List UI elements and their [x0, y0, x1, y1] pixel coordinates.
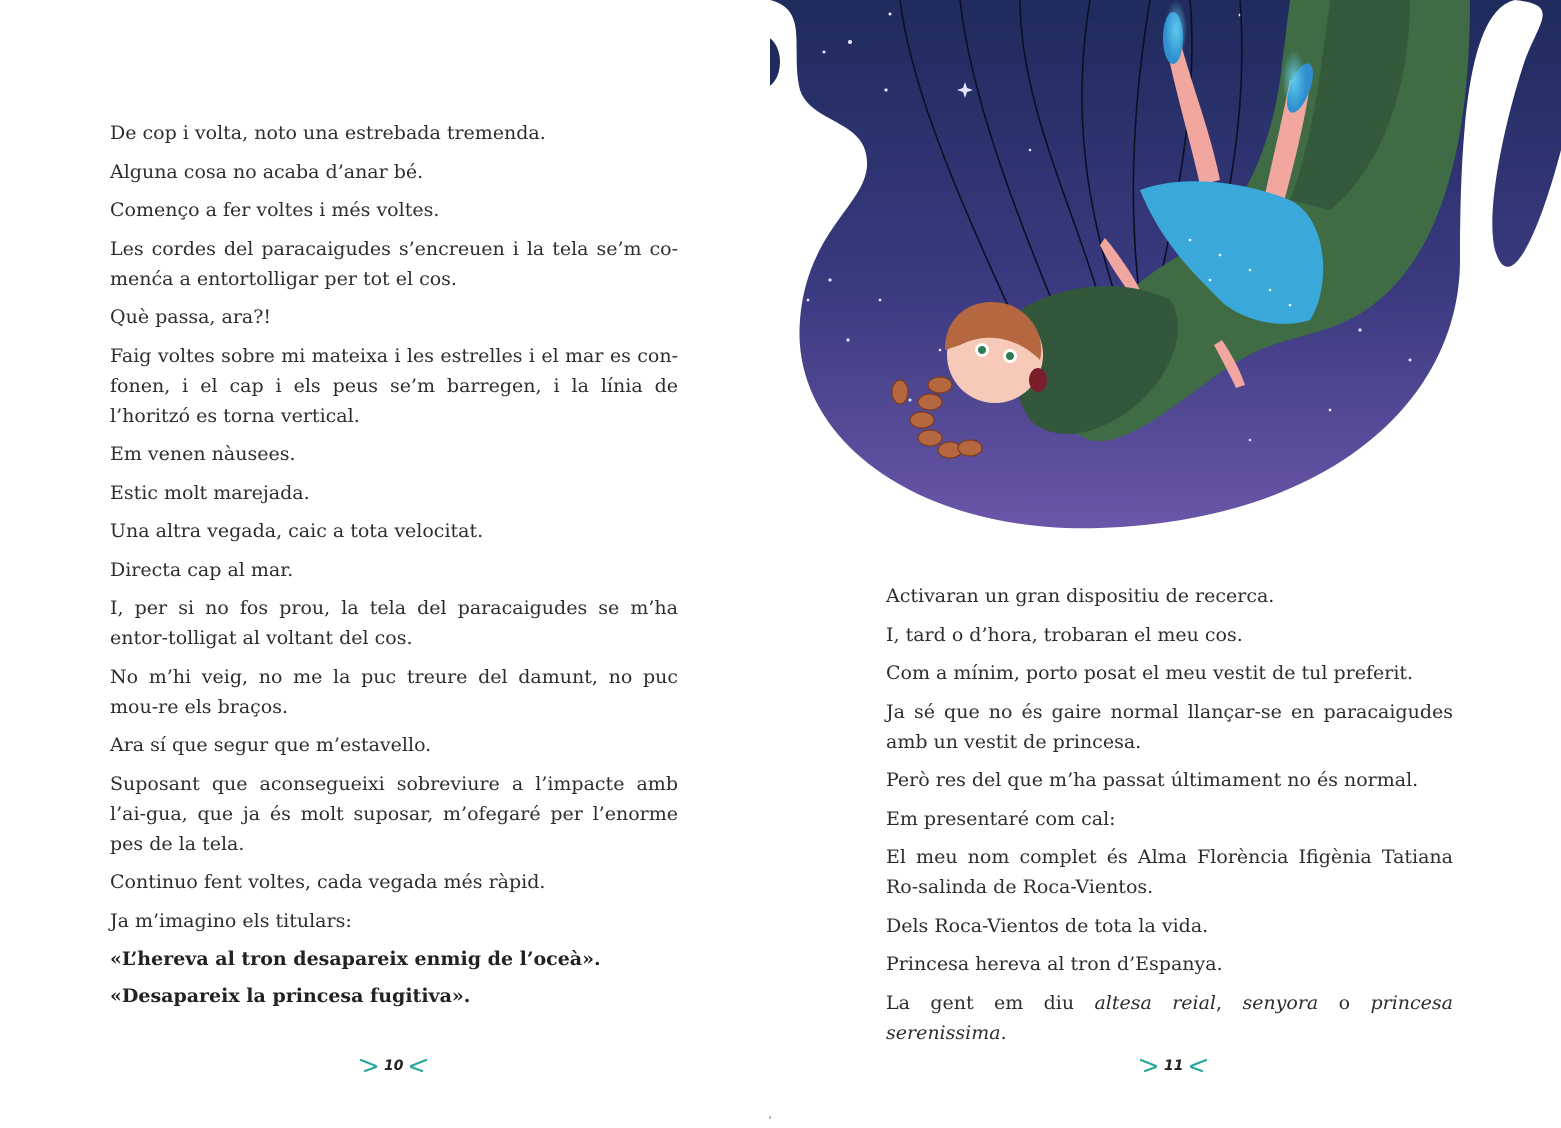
text-run: La gent em diu [886, 991, 1095, 1014]
paragraph: No m’hi veig, no me la puc treure del damunt, no puc mou-re els braços. [110, 665, 678, 718]
paragraph: Activaran un gran dispositiu de recerca. [886, 585, 1275, 607]
text-run: , [1216, 991, 1243, 1014]
headline: «Desapareix la princesa fugitiva». [110, 985, 471, 1007]
paragraph: Estic molt marejada. [110, 481, 310, 504]
paragraph: Em presentaré com cal: [886, 807, 1116, 830]
gutter-mark [769, 1116, 771, 1119]
paragraph: Faig voltes sobre mi mateixa i les estrelles i el mar es con-fonen, i el cap i els peus se’m barregen, i la línia de l’horitzó es torna vertical. [110, 344, 678, 427]
folio-ornament-right-icon [409, 1058, 427, 1074]
paragraph: Com a mínim, porto posat el meu vestit de tul preferit. [886, 662, 1414, 684]
paragraph: I, tard o d’hora, trobaran el meu cos. [886, 623, 1243, 646]
folio-ornament-right-icon [1189, 1058, 1207, 1074]
text-run: o [1318, 991, 1371, 1014]
paragraph: Princesa hereva al tron d’Espanya. [886, 953, 1223, 975]
headline: «L’hereva al tron desapareix enmig de l’oceà». [110, 948, 601, 970]
paragraph-titles [886, 988, 1453, 1048]
paragraph: Directa cap al mar. [110, 558, 294, 581]
left-page-text [110, 118, 678, 1018]
paragraph: Les cordes del paracaigudes s’encreuen i la tela se’m co-menća a entortolligar per tot el cos. [110, 237, 678, 290]
title-senyora: senyora [1242, 991, 1319, 1014]
text-run: . [1000, 1021, 1007, 1044]
paragraph: De cop i volta, noto una estrebada tremenda. [110, 122, 546, 144]
paragraph: Continuo fent voltes, cada vegada més ràpid. [110, 871, 546, 893]
folio-ornament-left-icon [360, 1058, 378, 1074]
paragraph: Dels Roca-Vientos de tota la vida. [886, 914, 1209, 937]
page-number-right [1140, 1053, 1207, 1079]
right-page [770, 0, 1561, 1128]
paragraph: Ara sí que segur que m’estavello. [110, 734, 432, 756]
paragraph: Ja m’imagino els titulars: [110, 909, 352, 932]
paragraph: I, per si no fos prou, la tela del paracaigudes se m’ha entor-tolligat al voltant del cos. [110, 597, 678, 649]
paragraph: Ja sé que no és gaire normal llançar-se en paracaigudes amb un vestit de princesa. [886, 700, 1453, 753]
right-page-text [886, 581, 1453, 1056]
left-page [0, 0, 770, 1128]
paragraph: Una altra vegada, caic a tota velocitat. [110, 520, 484, 542]
paragraph: Què passa, ara?! [110, 306, 272, 328]
title-altesa: altesa reial [1094, 991, 1217, 1014]
falling-princess-icon [770, 0, 1561, 540]
paragraph: Alguna cosa no acaba d’anar bé. [110, 160, 424, 183]
page-number-left [360, 1053, 427, 1079]
paragraph: Suposant que aconsegueixi sobreviure a l’impacte amb l’ai-gua, que ja és molt suposar, m’ofegaré per l’enorme pes de la tela. [110, 772, 678, 855]
sky-drop-icon [770, 36, 780, 88]
folio-ornament-left-icon [1140, 1058, 1158, 1074]
paragraph: Començo a fer voltes i més voltes. [110, 199, 440, 221]
page-number: 10 [384, 1058, 404, 1074]
page-number: 11 [1164, 1058, 1184, 1074]
paragraph: El meu nom complet és Alma Florència Ifigènia Tatiana Ro-salinda de Roca-Vientos. [886, 846, 1453, 898]
paragraph: Però res del que m’ha passat últimament no és normal. [886, 769, 1419, 791]
title-princesa: princesa serenissima [886, 991, 1453, 1044]
paragraph: Em venen nàusees. [110, 443, 296, 465]
